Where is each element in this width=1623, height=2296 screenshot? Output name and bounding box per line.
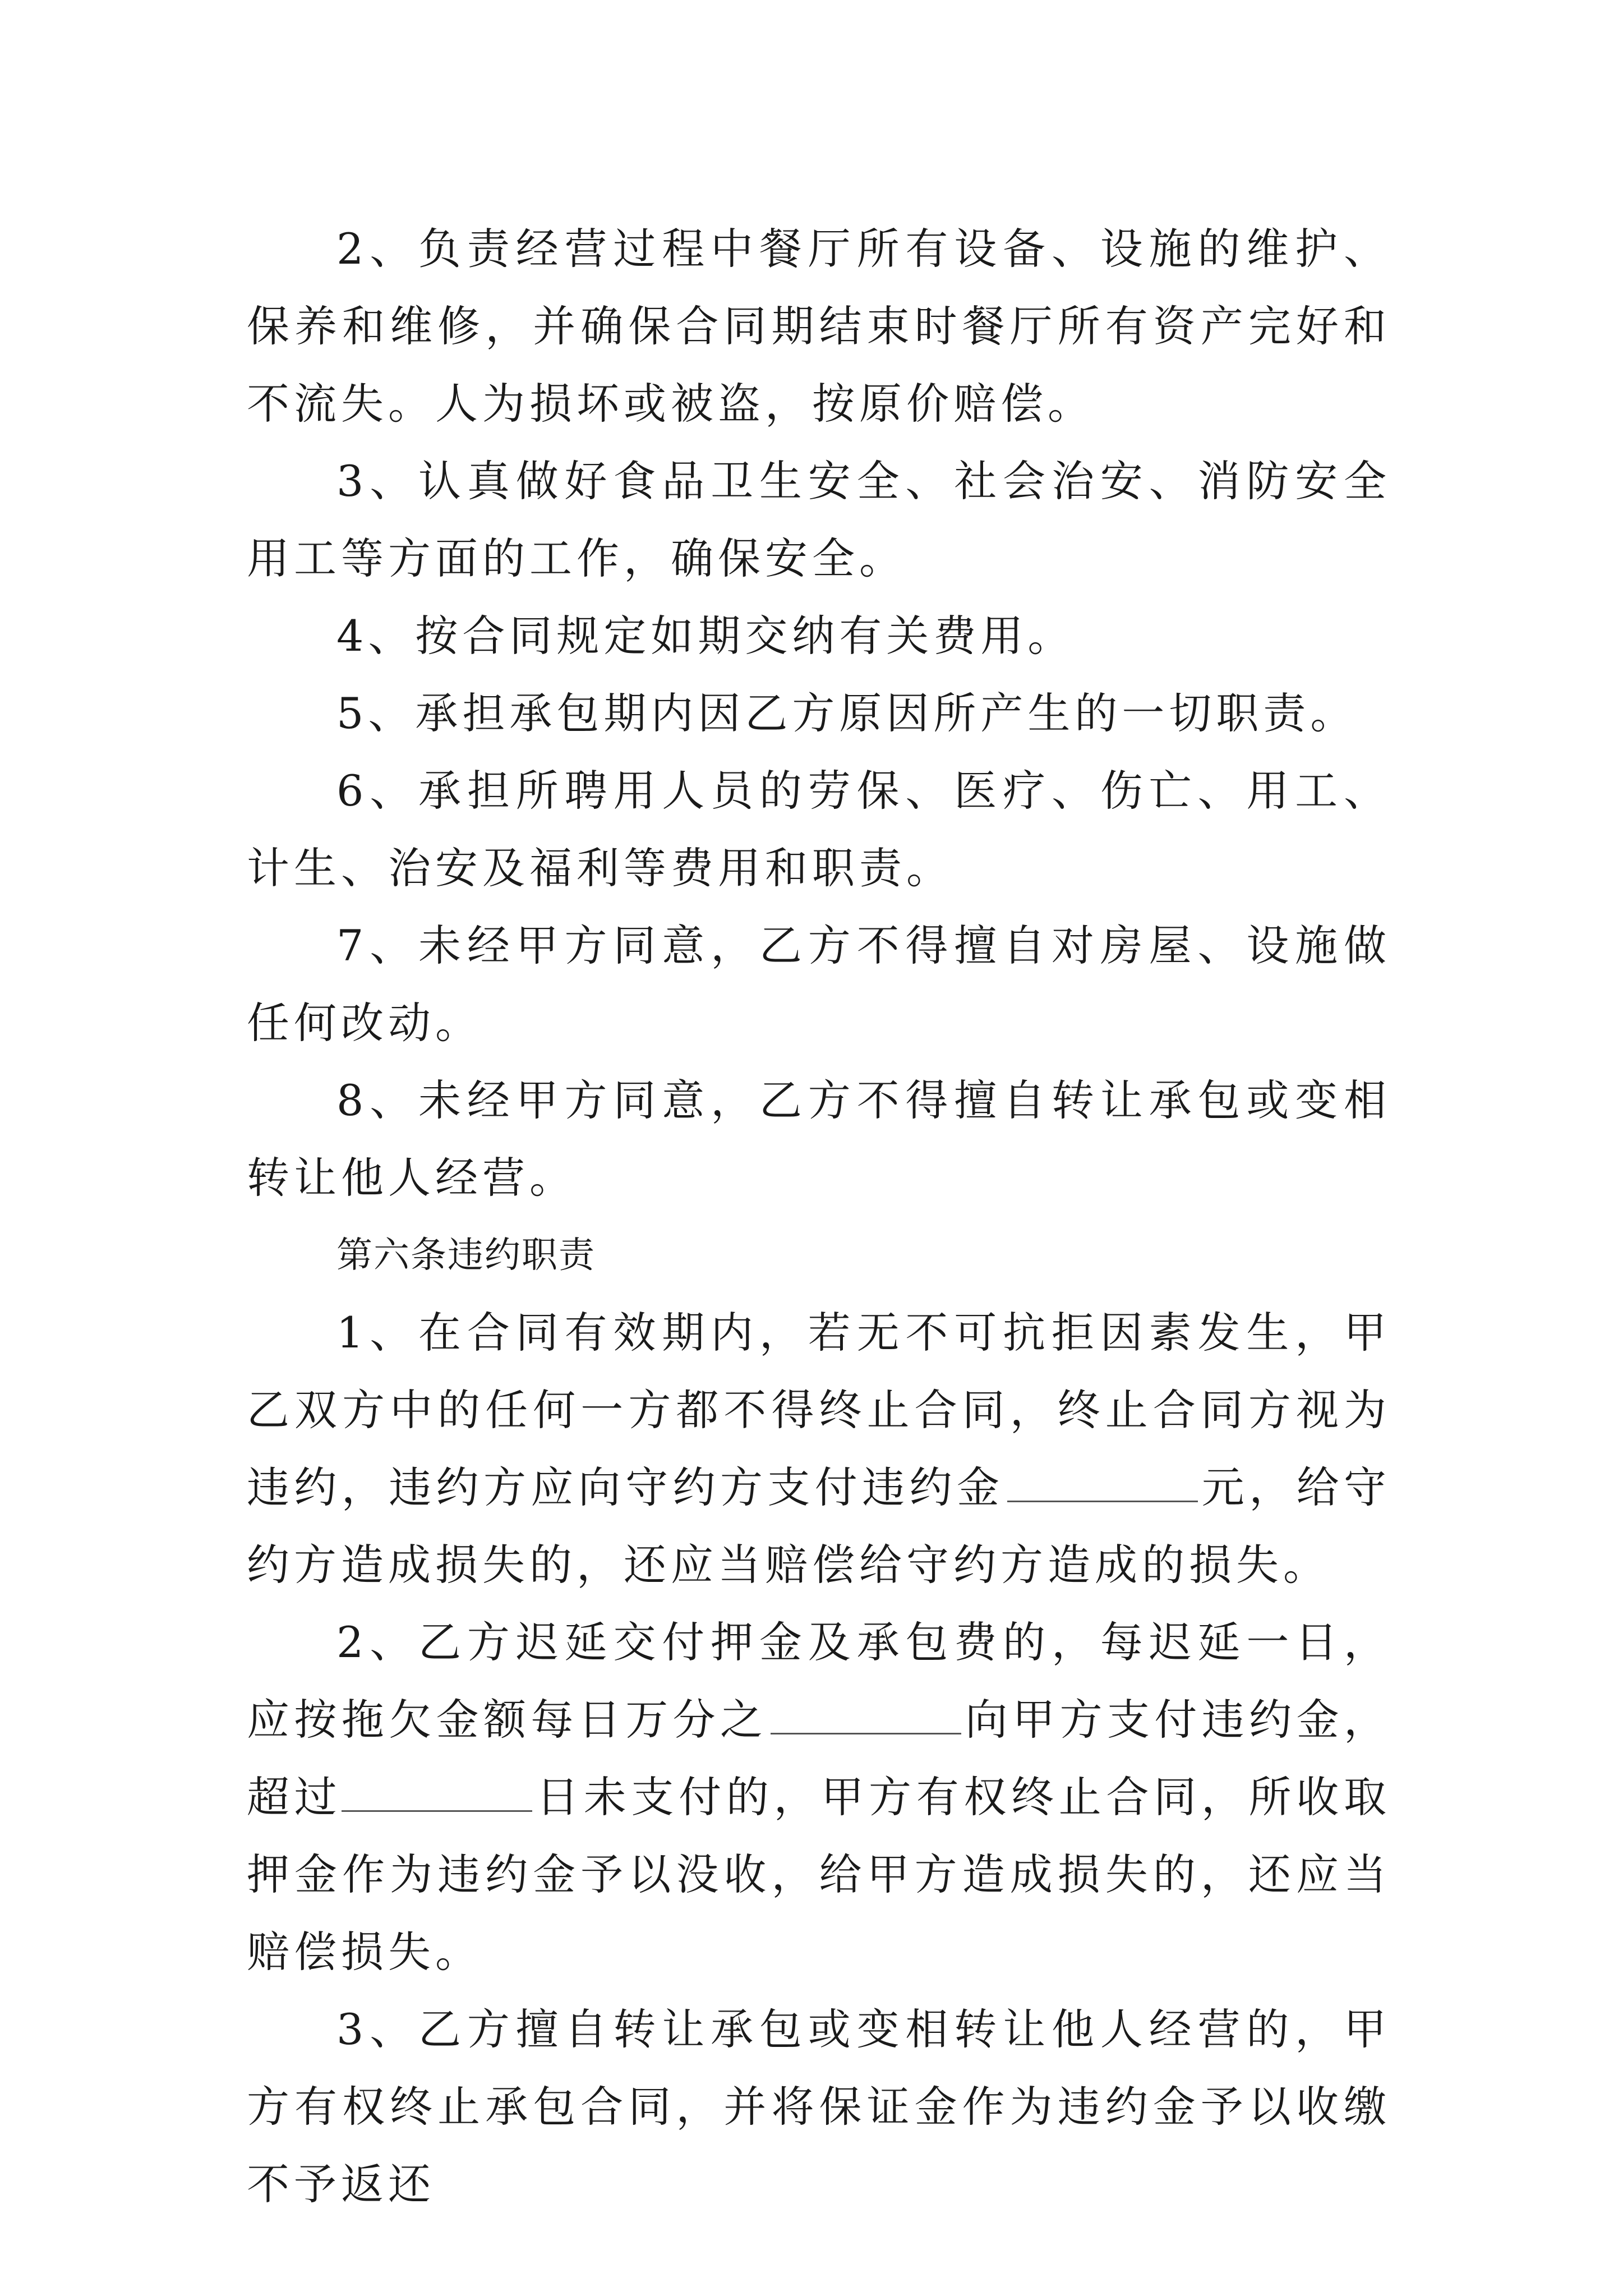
clause-paragraph-7: 7、未经甲方同意，乙方不得擅自对房屋、设施做任何改动。 (247, 921, 1391, 1048)
overdue-days-blank[interactable] (342, 1777, 532, 1812)
breach-clause-2 (247, 1604, 1391, 1991)
clause-paragraph-4: 4、按合同规定如期交纳有关费用。 (336, 611, 1075, 661)
breach-clause-2-text-a: 2、乙方迟延交付押金及承包费的，每迟延一日，应按拖欠金额每日万分之 (247, 1617, 1391, 1745)
breach-clause-3: 3、乙方擅自转让承包或变相转让他人经营的，甲方有权终止承包合同，并将保证金作为违约金予以收缴不予返还 (247, 2004, 1391, 2209)
breach-clause-1-text-b: 元，给守约方造成损失的，还应当赔偿给守约方造成的损失。 (247, 1462, 1391, 1590)
breach-clause-1-text-a: 1、在合同有效期内，若无不可抗拒因素发生，甲乙双方中的任何一方都不得终止合同，终止合同方视为违约，违约方应向守约方支付违约金 (247, 1308, 1391, 1512)
clause-paragraph-6: 6、承担所聘用人员的劳保、医疗、伤亡、用工、计生、治安及福利等费用和职责。 (247, 766, 1391, 893)
clause-paragraph-5: 5、承担承包期内因乙方原因所产生的一切职责。 (336, 688, 1358, 738)
clause-paragraph-8: 8、未经甲方同意，乙方不得擅自转让承包或变相转让他人经营。 (247, 1075, 1391, 1203)
section-heading: 第六条违约职责 (336, 1235, 596, 1276)
clause-paragraph-3: 3、认真做好食品卫生安全、社会治安、消防安全用工等方面的工作，确保安全。 (247, 456, 1391, 583)
document-page (247, 210, 1391, 2223)
penalty-amount-blank[interactable] (1007, 1467, 1198, 1502)
breach-clause-1 (247, 1294, 1391, 1604)
breach-clause-2-text-b: 向甲方支付违约金，超过 (247, 1695, 1391, 1822)
clause-paragraph-2: 2、负责经营过程中餐厅所有设备、设施的维护、保养和维修，并确保合同期结束时餐厅所有资产完好和不流失。人为损坏或被盗，按原价赔偿。 (247, 224, 1391, 429)
daily-rate-blank[interactable] (771, 1699, 961, 1734)
breach-clause-2-text-c: 日未支付的，甲方有权终止合同，所收取押金作为违约金予以没收，给甲方造成损失的，还应当赔偿损失。 (247, 1772, 1391, 1977)
